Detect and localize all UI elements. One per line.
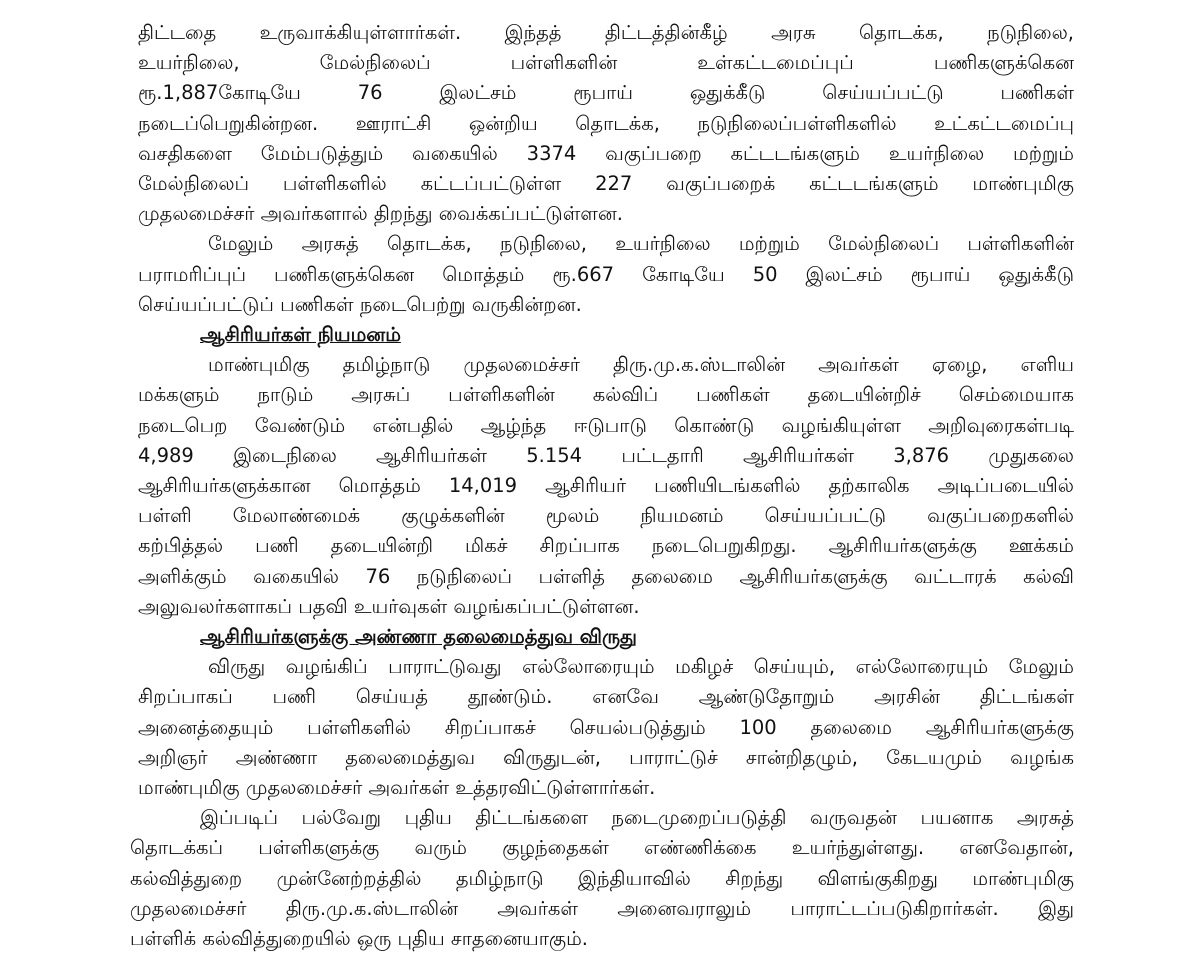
text-line: மாண்புமிகு தமிழ்நாடு முதலமைச்சர் திரு.மு.க.ஸ்டாலின் அவர்கள் ஏழை, எளிய xyxy=(208,353,1074,377)
document-page xyxy=(130,18,1074,954)
paragraph-infrastructure xyxy=(130,18,1074,229)
text-line: முதலமைச்சர் அவர்களால் திறந்து வைக்கப்பட்டுள்ளன. xyxy=(138,202,624,226)
text-line: தொடக்கப் பள்ளிகளுக்கு வரும் குழந்தைகள் எண்ணிக்கை உயர்ந்துள்ளது. எனவேதான், xyxy=(130,836,1074,860)
text-line: பராமரிப்புப் பணிகளுக்கென மொத்தம் ரூ.667 கோடியே 50 இலட்சம் ரூபாய் ஒதுக்கீடு xyxy=(138,262,1074,286)
text-line: செய்யப்பட்டுப் பணிகள் நடைபெற்று வருகின்றன. xyxy=(138,292,582,316)
text-line: திட்டதை உருவாக்கியுள்ளார்கள். இந்தத் திட்டத்தின்கீழ் அரசு தொடக்க, நடுநிலை, xyxy=(138,21,1074,44)
text-line: மேல்நிலைப் பள்ளிகளில் கட்டப்பட்டுள்ள 227 வகுப்பறைக் கட்டடங்களும் மாண்புமிகு xyxy=(138,172,1074,196)
paragraph-anna-award xyxy=(130,652,1074,803)
paragraph-conclusion xyxy=(130,803,1074,954)
text-line: நடைபெற வேண்டும் என்பதில் ஆழ்ந்த ஈடுபாடு கொண்டு வழங்கியுள்ள அறிவுரைகள்படி xyxy=(138,413,1074,437)
text-line: ரூ.1,887கோடியே 76 இலட்சம் ரூபாய் ஒதுக்கீடு செய்யப்பட்டு பணிகள் xyxy=(138,81,1074,105)
section-heading-anna-award: ஆசிரியர்களுக்கு அண்ணா தலைமைத்துவ விருது xyxy=(200,625,637,649)
text-line: பள்ளி மேலாண்மைக் குழுக்களின் மூலம் நியமனம் செய்யப்பட்டு வகுப்பறைகளில் xyxy=(138,504,1074,528)
text-line: ஆசிரியர்களுக்கான மொத்தம் 14,019 ஆசிரியர் பணியிடங்களில் தற்காலிக அடிப்படையில் xyxy=(138,474,1074,498)
text-line: விருது வழங்கிப் பாராட்டுவது எல்லோரையும் மகிழச் செய்யும், எல்லோரையும் மேலும் xyxy=(208,655,1074,679)
text-line: வசதிகளை மேம்படுத்தும் வகையில் 3374 வகுப்பறை கட்டடங்களும் உயர்நிலை மற்றும் xyxy=(138,141,1074,165)
text-line: இப்படிப் பல்வேறு புதிய திட்டங்களை நடைமுறைப்படுத்தி வருவதன் பயனாக அரசுத் xyxy=(200,806,1074,830)
text-line: அறிஞர் அண்ணா தலைமைத்துவ விருதுடன், பாராட்டுச் சான்றிதழும், கேடயமும் வழங்க xyxy=(138,745,1074,769)
text-line: சிறப்பாகப் பணி செய்யத் தூண்டும். எனவே ஆண்டுதோறும் அரசின் திட்டங்கள் xyxy=(138,685,1074,709)
text-line: மாண்புமிகு முதலமைச்சர் அவர்கள் உத்தரவிட்டுள்ளார்கள். xyxy=(138,776,656,800)
text-line: 4,989 இடைநிலை ஆசிரியர்கள் 5.154 பட்டதாரி ஆசிரியர்கள் 3,876 முதுகலை xyxy=(138,443,1074,467)
text-line: உயர்நிலை, மேல்நிலைப் பள்ளிகளின் உள்கட்டமைப்புப் பணிகளுக்கென xyxy=(138,51,1074,75)
paragraph-teacher-appointment xyxy=(130,350,1074,622)
text-line: அலுவலர்களாகப் பதவி உயர்வுகள் வழங்கப்பட்டுள்ளன. xyxy=(138,594,640,618)
paragraph-maintenance xyxy=(130,229,1074,320)
text-line: மக்களும் நாடும் அரசுப் பள்ளிகளின் கல்விப் பணிகள் தடையின்றிச் செம்மையாக xyxy=(138,383,1074,407)
text-line: நடைப்பெறுகின்றன. ஊராட்சி ஒன்றிய தொடக்க, நடுநிலைப்பள்ளிகளில் உட்கட்டமைப்பு xyxy=(138,111,1074,135)
text-line: மேலும் அரசுத் தொடக்க, நடுநிலை, உயர்நிலை மற்றும் மேல்நிலைப் பள்ளிகளின் xyxy=(208,232,1074,256)
text-line: பள்ளிக் கல்வித்துறையில் ஒரு புதிய சாதனையாகும். xyxy=(130,927,588,951)
text-line: கல்வித்துறை முன்னேற்றத்தில் தமிழ்நாடு இந்தியாவில் சிறந்து விளங்குகிறது மாண்புமிகு xyxy=(130,866,1074,890)
text-line: முதலமைச்சர் திரு.மு.க.ஸ்டாலின் அவர்கள் அனைவராலும் பாராட்டப்படுகிறார்கள். இது xyxy=(130,896,1074,920)
text-line: அனைத்தையும் பள்ளிகளில் சிறப்பாகச் செயல்படுத்தும் 100 தலைமை ஆசிரியர்களுக்கு xyxy=(138,715,1074,739)
text-line: கற்பித்தல் பணி தடையின்றி மிகச் சிறப்பாக நடைபெறுகிறது. ஆசிரியர்களுக்கு ஊக்கம் xyxy=(138,534,1074,558)
text-line: அளிக்கும் வகையில் 76 நடுநிலைப் பள்ளித் தலைமை ஆசிரியர்களுக்கு வட்டாரக் கல்வி xyxy=(138,564,1074,588)
section-heading-teacher-appointment: ஆசிரியர்கள் நியமனம் xyxy=(200,323,401,347)
